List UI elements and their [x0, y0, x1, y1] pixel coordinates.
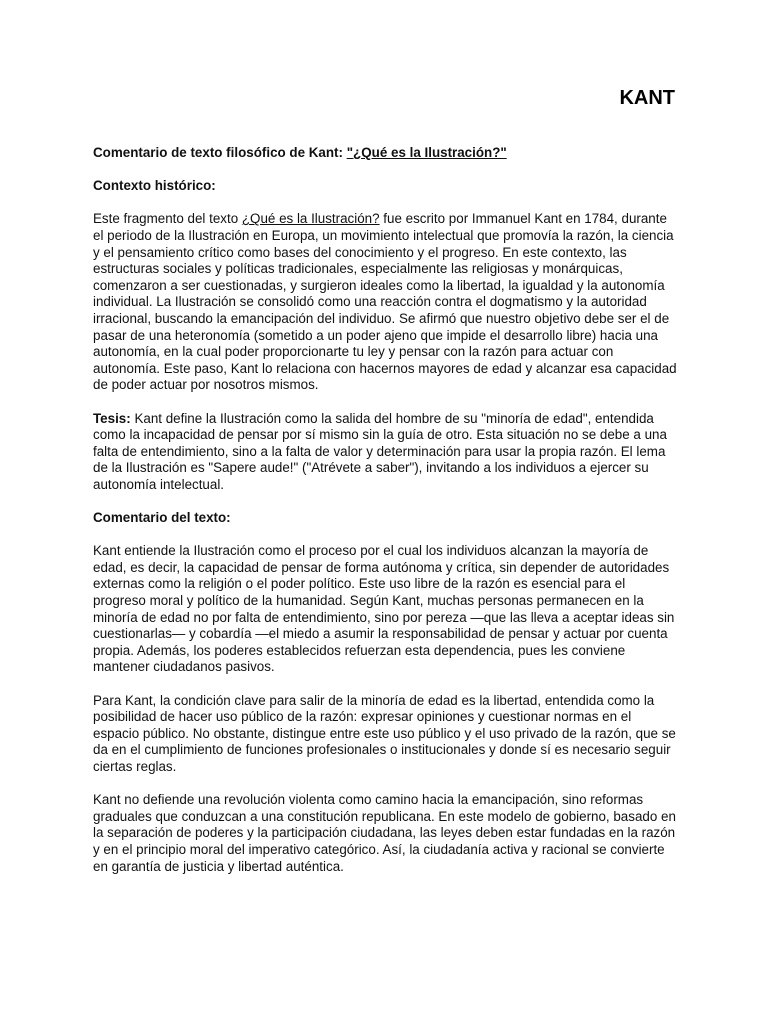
comentario-paragraph-3: Kant no defiende una revolución violenta como camino hacia la emancipación, sino reformas graduales que conduzcan a una constitución republicana. En este modelo de gobierno, basado en la separación de poderes y la participación ciudadana, las leyes deben estar fundadas en la razón y en el principio moral del imperativo categórico. Así, la ciudadanía activa y racional se convierte en garantía de justicia y libertad auténtica.	[93, 792, 676, 874]
section-heading-contexto: Contexto histórico:	[93, 178, 216, 194]
subtitle-prefix: Comentario de texto filosófico de Kant:	[93, 145, 347, 160]
tesis-paragraph	[93, 411, 677, 494]
contexto-intro-prefix: Este fragmento del texto	[93, 211, 242, 227]
document-title: KANT	[619, 87, 675, 109]
comentario-paragraph-2: Para Kant, la condición clave para salir de la minoría de edad es la libertad, entendida como la posibilidad de hacer uso público de la razón: expresar opiniones y cuestionar normas en el espacio público. No obstante, distingue entre este uso público y el uso privado de la razón, que se da en el cumplimiento de funciones profesionales o institucionales y donde sí es necesario seguir ciertas reglas.	[93, 692, 676, 774]
tesis-label: Tesis:	[93, 410, 131, 426]
document-body	[93, 145, 677, 892]
comentario-paragraph-1: Kant entiende la Ilustración como el proceso por el cual los individuos alcanzan la mayoría de edad, es decir, la capacidad de pensar de forma autónoma y crítica, sin depender de autoridades externas como la religión o el poder político. Este uso libre de la razón es esencial para el progreso moral y político de la humanidad. Según Kant, muchas personas permanecen en la minoría de edad no por falta de entendimiento, sino por pereza —que las lleva a aceptar ideas sin cuestionarlas— y cobardía —el miedo a asumir la responsabilidad de pensar y actuar por cuenta propia. Además, los poderes establecidos refuerzan esta dependencia, pues les conviene mantener ciudadanos pasivos.	[93, 543, 675, 675]
document-subtitle	[93, 145, 677, 162]
contexto-paragraph	[93, 211, 677, 394]
contexto-intro-link[interactable]: ¿Qué es la Ilustración?	[241, 211, 380, 227]
subtitle-link[interactable]: "¿Qué es la Ilustración?"	[346, 145, 507, 160]
tesis-text: Kant define la Ilustración como la salida del hombre de su "minoría de edad", entendida como la incapacidad de pensar por sí mismo sin la guía de otro. Esta situación no se debe a una falta de entendimiento, sino a la falta de valor y determinación para usar la propia razón. El lema de la Ilustración es "Sapere aude!" ("Atrévete a saber"), invitando a los individuos a ejercer su autonomía intelectual.	[93, 410, 667, 492]
contexto-intro-rest: fue escrito por Immanuel Kant en 1784, durante el periodo de la Ilustración en Europa, un movimiento intelectual que promovía la razón, la ciencia y el pensamiento crítico como bases del conocimiento y el progreso. En este contexto, las estructuras sociales y políticas tradicionales, especialmente las religiosas y monárquicas, comenzaron a ser cuestionadas, y surgieron ideales como la libertad, la igualdad y la autonomía individual. La Ilustración se consolidó como una reacción contra el dogmatismo y la autoridad irracional, buscando la emancipación del individuo. Se afirmó que nuestro objetivo debe ser el de pasar de una heteronomía (sometido a un poder ajeno que impide el desarrollo libre) hacia una autonomía, en la cual poder proporcionarte tu ley y pensar con la razón para actuar con autonomía. Este paso, Kant lo relaciona con hacernos mayores de edad y alcanzar esa capacidad de poder actuar por nosotros mismos.	[93, 211, 677, 393]
section-heading-comentario: Comentario del texto:	[93, 510, 231, 526]
